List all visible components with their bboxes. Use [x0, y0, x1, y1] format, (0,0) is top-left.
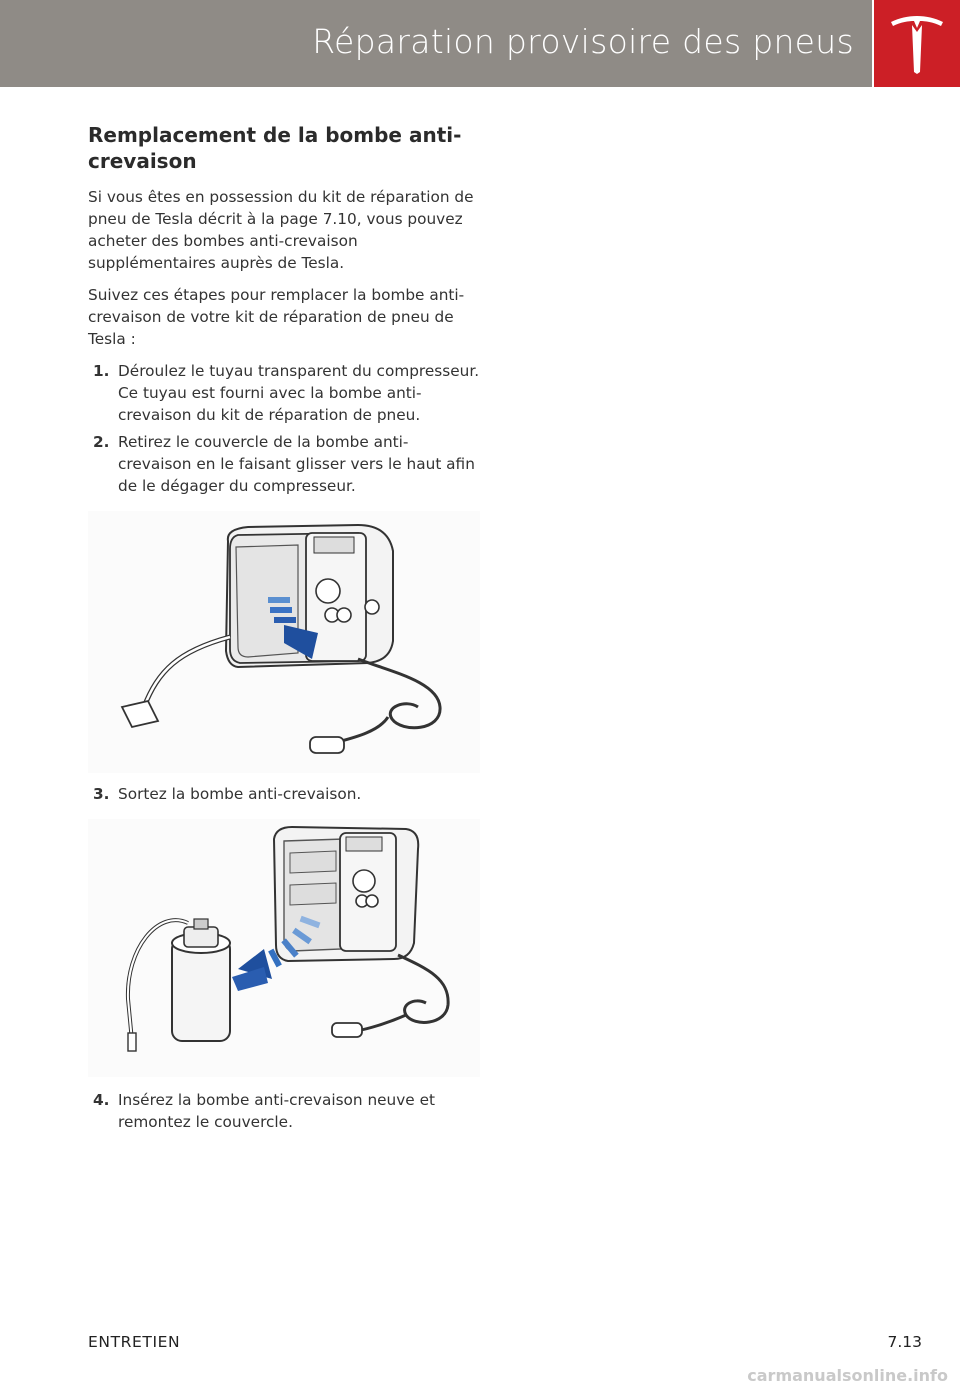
steps-intro: Suivez ces étapes pour remplacer la bombe anti-crevaison de votre kit de réparation de pneu de Tesla :: [88, 286, 465, 348]
page-number: 7.13: [887, 1333, 922, 1351]
step-3: 3. Sortez la bombe anti-crevaison.: [93, 785, 362, 803]
step-4: 4. Insérez la bombe anti-crevaison neuve et remontez le couvercle.: [93, 1091, 435, 1131]
step-1: 1. Déroulez le tuyau transparent du compresseur. Ce tuyau est fourni avec la bombe anti-crevaison du kit de réparation de pneu.: [93, 362, 480, 424]
steps-list: [88, 360, 480, 497]
watermark: carmanualsonline.info: [747, 1366, 948, 1385]
main-content: [88, 122, 480, 1138]
compressor-cover-illustration: [88, 511, 480, 773]
remove-canister-illustration: [88, 819, 480, 1077]
tesla-logo: [874, 0, 960, 87]
tesla-logo-icon: [889, 12, 945, 74]
section-heading: Remplacement de la bombe anti-crevaison: [88, 123, 462, 173]
steps-list-3: [88, 1089, 480, 1133]
intro-paragraph: Si vous êtes en possession du kit de réparation de pneu de Tesla décrit à la page 7.10, vous pouvez acheter des bombes anti-crevaison supplémentaires auprès de Tesla.: [88, 188, 474, 272]
page-title: Réparation provisoire des pneus: [312, 22, 854, 61]
footer-section: ENTRETIEN: [88, 1333, 181, 1351]
header-bar: [0, 0, 872, 87]
step-2: 2. Retirez le couvercle de la bombe anti-crevaison en le faisant glisser vers le haut afin de le dégager du compresseur.: [93, 433, 475, 495]
steps-list-2: [88, 783, 480, 805]
